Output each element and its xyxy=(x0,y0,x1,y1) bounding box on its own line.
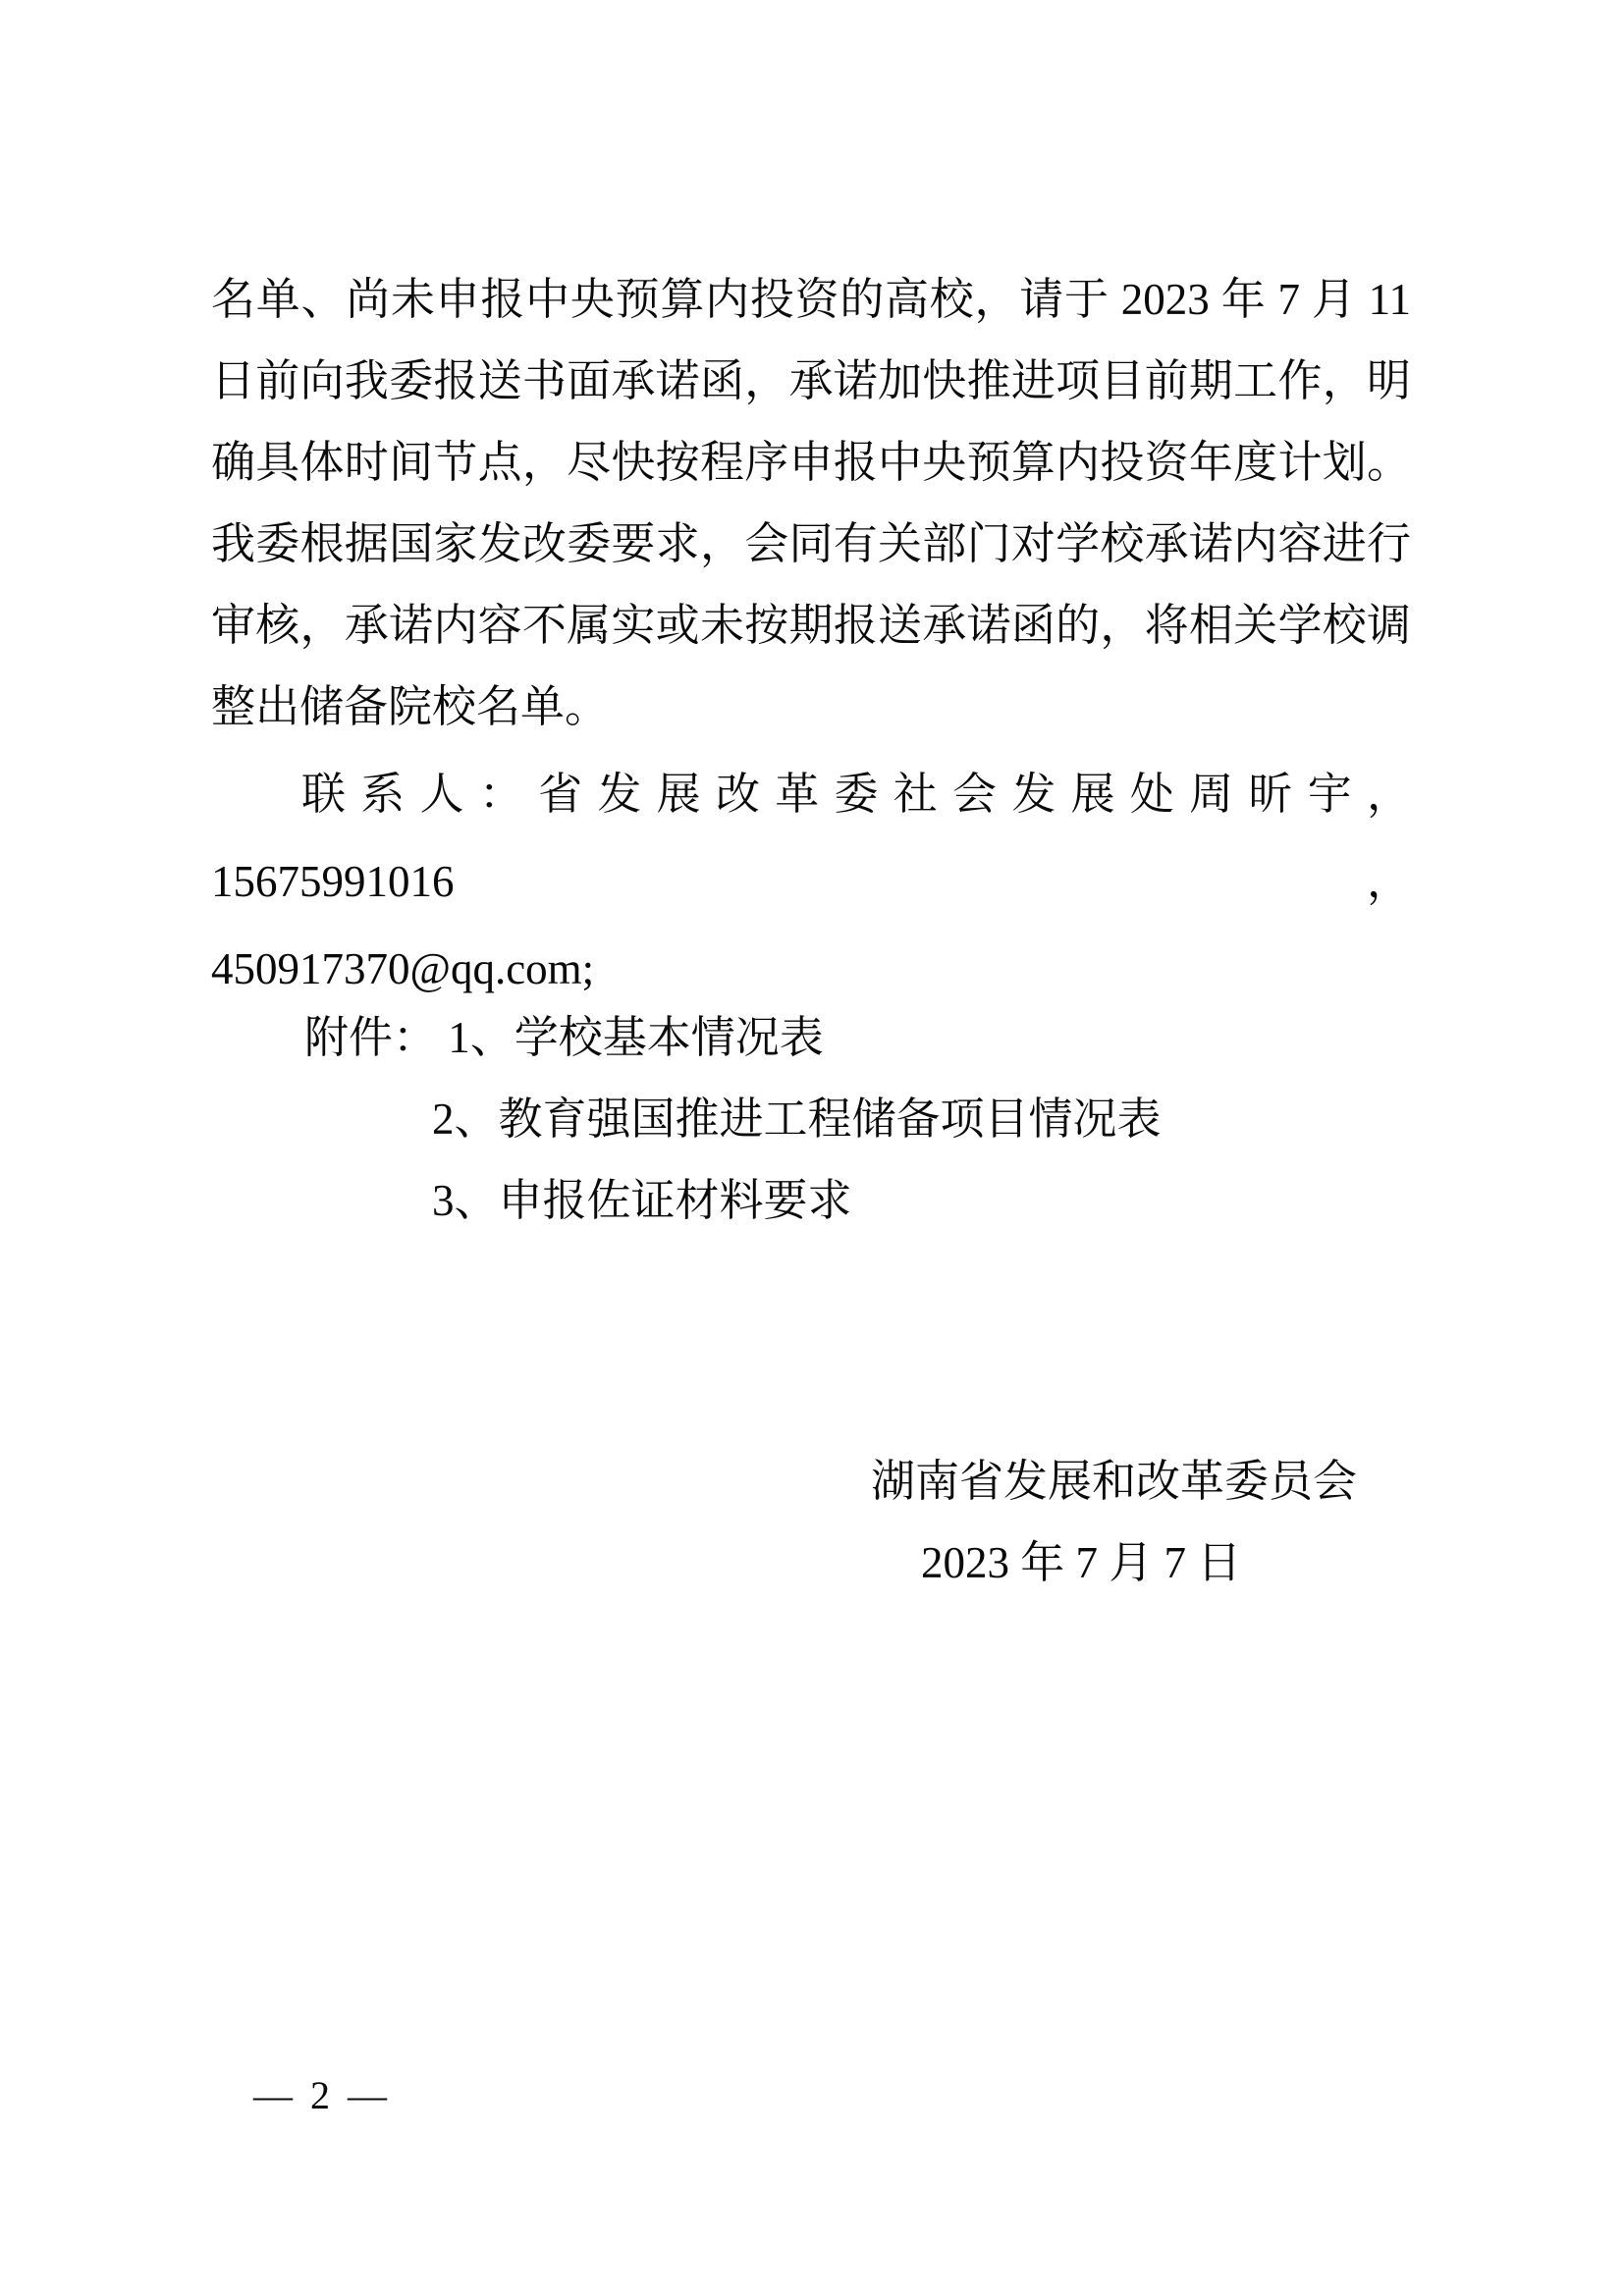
body-line-1: 名单、尚未申报中央预算内投资的高校，请于 2023 年 7 月 11 xyxy=(211,275,1411,324)
attachments-block xyxy=(304,997,1384,1242)
attachment-row-3 xyxy=(304,1160,1384,1242)
attachment-item-1: 1、学校基本情况表 xyxy=(448,1013,824,1062)
body-line-2: 日前向我委报送书面承诺函，承诺加快推进项目前期工作，明 xyxy=(211,356,1411,405)
attachment-row-2 xyxy=(304,1079,1384,1160)
body-paragraph xyxy=(211,259,1411,748)
attachment-item-2: 2、教育强国推进工程储备项目情况表 xyxy=(432,1095,1162,1144)
attachment-item-3: 3、申报佐证材料要求 xyxy=(432,1176,852,1225)
attachment-row-1 xyxy=(304,997,1384,1079)
contact-paragraph xyxy=(211,751,1411,1013)
body-line-3: 确具体时间节点，尽快按程序申报中央预算内投资年度计划。 xyxy=(211,438,1411,487)
page-number: — 2 — xyxy=(253,2073,391,2117)
attachments-label: 附件： xyxy=(304,1013,438,1062)
signature-date: 2023 年 7 月 7 日 xyxy=(921,1538,1242,1587)
contact-email-line: 450917370@qq.com; xyxy=(211,944,595,993)
signature-organization: 湖南省发展和改革委员会 xyxy=(871,1457,1358,1506)
body-line-5: 审核，承诺内容不属实或未按期报送承诺函的，将相关学校调 xyxy=(211,601,1411,650)
body-line-4: 我委根据国家发改委要求，会同有关部门对学校承诺内容进行 xyxy=(211,519,1411,568)
body-line-6: 整出储备院校名单。 xyxy=(211,682,610,731)
contact-line: 联系人：省发展改革委社会发展处周昕宇，15675991016， xyxy=(211,770,1411,906)
